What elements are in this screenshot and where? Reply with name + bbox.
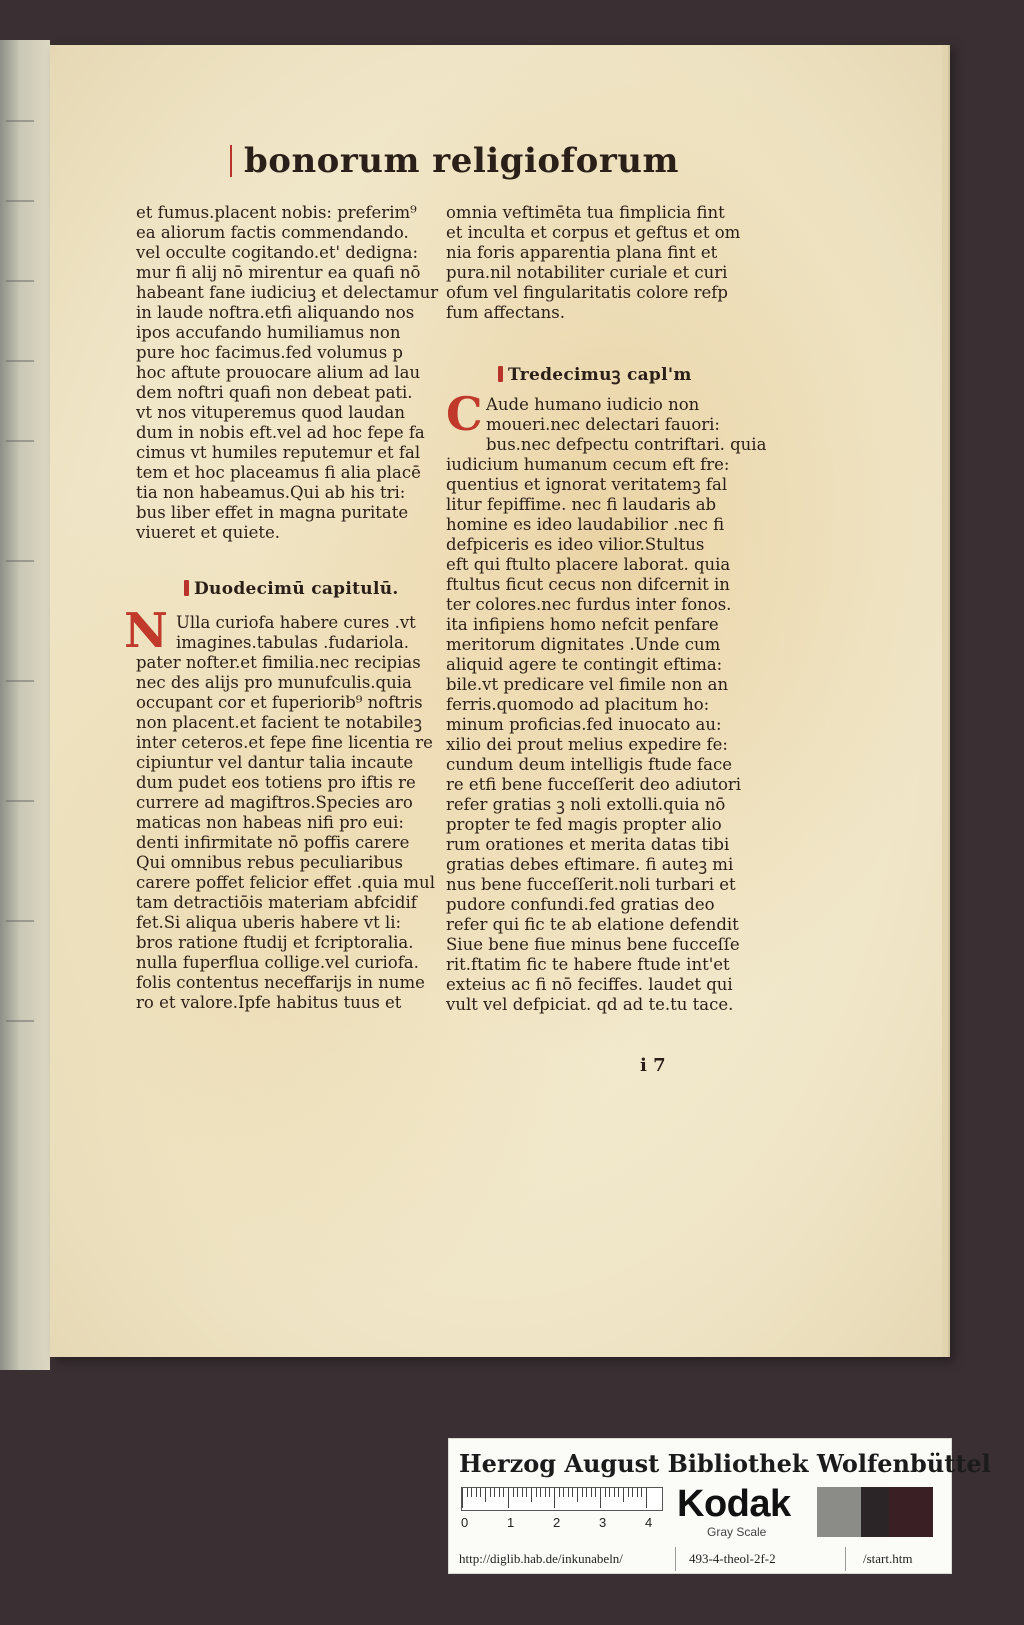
rubricated-initial-right: C (446, 387, 483, 441)
text-line: nulla fuperflua collige.vel curiofa. (136, 953, 419, 972)
facing-page-text-fragment (6, 920, 34, 922)
text-line: ro et valore.Ipfe habitus tuus et (136, 993, 402, 1012)
text-line: bile.vt predicare vel fimile non an (446, 675, 729, 694)
ruler-tick (490, 1488, 491, 1497)
running-head-text: bonorum religioforum (244, 141, 679, 181)
text-line: pura.nil notabiliter curiale et curi (446, 263, 728, 282)
text-line: aliquid agere te contingit eftima: (446, 655, 723, 674)
facing-page-text-fragment (6, 280, 34, 282)
gray-scale-caption: Gray Scale (707, 1525, 767, 1539)
text-line: imagines.tabulas .fudariola. (176, 633, 410, 652)
text-line: hoc aftute prouocare alium ad lau (136, 363, 421, 382)
ruler-tick (471, 1488, 472, 1497)
text-line: refer gratias ꝫ noli extolli.quia nō (446, 795, 726, 814)
left-column-paragraph-2 (124, 603, 435, 1013)
spacer (446, 385, 736, 395)
text-line: ipos accufando humiliamus non (136, 323, 401, 342)
text-line: maticas non habeas nifi pro eui: (136, 813, 404, 832)
chapter-heading-right (446, 365, 736, 385)
chapter-heading-right-text: Tredecimuꝫ capl'm (508, 365, 692, 385)
text-line: viueret et quiete. (136, 523, 281, 542)
text-line: in laude noftra.etfi aliquando nos (136, 303, 415, 322)
facing-page-text-fragment (6, 680, 34, 682)
text-line: Siue bene fiue minus bene fucceſſe (446, 935, 740, 954)
text-line: ftultus ficut cecus non difcernit in (446, 575, 730, 594)
ruler-tick (462, 1488, 463, 1508)
ruler-tick (499, 1488, 500, 1497)
start-link[interactable]: /start.htm (863, 1551, 913, 1566)
text-line: fum affectans. (446, 303, 565, 322)
text-line: xilio dei prout melius expedire fe: (446, 735, 728, 754)
text-line: Aude humano iudicio non (486, 395, 700, 414)
text-line: inter ceteros.et fepe fine licentia re (136, 733, 433, 752)
paragraph-mark-icon (498, 366, 503, 382)
text-line: re etfi bene fucceſſerit deo adiutori (446, 775, 742, 794)
text-line: eft qui ftulto placere laborat. quia (446, 555, 731, 574)
text-line: Qui omnibus rebus peculiaribus (136, 853, 404, 872)
facing-page-text-fragment (6, 560, 34, 562)
black-swatch (889, 1487, 933, 1537)
spacer (136, 543, 420, 579)
text-line: et fumus.placent nobis: preferim⁹ (136, 203, 417, 222)
ruler-tick (614, 1488, 615, 1497)
ruler-tick (600, 1488, 601, 1508)
facing-page-text-fragment (6, 1020, 34, 1022)
text-line: rit.ftatim fic te habere ftude int'et (446, 955, 730, 974)
text-line: quentius et ignorat veritatemꝫ fal (446, 475, 728, 494)
text-line: fet.Si aliqua uberis habere vt li: (136, 913, 402, 932)
text-line: cimus vt humiles reputemur et fal (136, 443, 421, 462)
right-column-paragraph-2-lines (446, 395, 767, 1015)
ruler-tick (582, 1488, 583, 1497)
ruler-tick (522, 1488, 523, 1497)
text-line: pudore confundi.fed gratias deo (446, 895, 715, 914)
text-line: vel occulte cogitando.et' dedigna: (136, 243, 419, 262)
kodak-logo: Kodak (677, 1483, 791, 1525)
ruler-tick (641, 1488, 642, 1497)
text-line: nus bene fucceſſerit.noli turbari et (446, 875, 736, 894)
text-line: vt nos vituperemus quod laudan (136, 403, 405, 422)
ruler-tick (618, 1488, 619, 1497)
ruler-tick (595, 1488, 596, 1497)
ruler-tick (531, 1488, 532, 1502)
ruler-tick (480, 1488, 481, 1497)
text-line: dum pudet eos totiens pro iftis re (136, 773, 416, 792)
manuscript-page (50, 45, 948, 1357)
text-line: meritorum dignitates .Unde cum (446, 635, 721, 654)
facing-page-text-fragment (6, 200, 34, 202)
text-line: iudicium humanum cecum eft fre: (446, 455, 730, 474)
text-line: vult vel defpiciat. qd ad te.tu tace. (446, 995, 734, 1014)
facing-page-edge (0, 40, 50, 1370)
text-line: folis contentus neceffarijs in nume (136, 973, 425, 992)
ruler-tick (568, 1488, 569, 1497)
facing-page-text-fragment (6, 360, 34, 362)
url-row (449, 1543, 951, 1571)
ruler-tick (467, 1488, 468, 1497)
text-line: pure hoc facimus.fed volumus p (136, 343, 403, 362)
ruler-tick (494, 1488, 495, 1497)
text-line: currere ad magiftros.Species aro (136, 793, 413, 812)
text-line: non placent.et facient te notabileꝫ (136, 713, 422, 732)
ruler-number: 4 (645, 1515, 653, 1530)
ruler-tick (517, 1488, 518, 1497)
ruler-tick (549, 1488, 550, 1497)
left-text-column (124, 203, 439, 1013)
text-line: bus.nec defpectu contriftari. quia (486, 435, 767, 454)
ruler-tick (563, 1488, 564, 1497)
ruler-tick (540, 1488, 541, 1497)
ruler-scale (461, 1487, 663, 1511)
library-name: Herzog August Bibliothek Wolfenbüttel (459, 1449, 991, 1478)
text-line: litur fepiffime. nec fi laudaris ab (446, 495, 717, 514)
text-line: ferris.quomodo ad placitum ho: (446, 695, 710, 714)
spacer (136, 599, 420, 613)
rubric-stroke (230, 145, 232, 177)
ruler-tick (536, 1488, 537, 1497)
ruler-tick (559, 1488, 560, 1497)
chapter-heading-left-text: Duodecimū capitulū. (194, 579, 399, 599)
chapter-heading-left (136, 579, 420, 599)
separator (675, 1547, 676, 1571)
text-line: nec des alijs pro munufculis.quia (136, 673, 412, 692)
text-line: refer qui fic te ab elatione defendit (446, 915, 739, 934)
text-line: minum proficias.fed inuocato au: (446, 715, 722, 734)
text-line: bros ratione ftudij et fcriptoralia. (136, 933, 414, 952)
ruler-tick (572, 1488, 573, 1497)
right-column-paragraph-2 (446, 387, 767, 1015)
text-line: homine es ideo laudabilior .nec fi (446, 515, 725, 534)
rubricated-initial-left: N (124, 603, 168, 659)
ruler-tick (646, 1488, 647, 1508)
ruler-tick (545, 1488, 546, 1497)
ruler-tick (554, 1488, 555, 1508)
ruler-tick (526, 1488, 527, 1497)
text-line: tem et hoc placeamus fi alia placē (136, 463, 421, 482)
ruler-tick (513, 1488, 514, 1497)
ruler-tick (508, 1488, 509, 1508)
text-line: propter te fed magis propter alio (446, 815, 722, 834)
text-line: dum in nobis eft.vel ad hoc fepe fa (136, 423, 425, 442)
digital-library-url[interactable]: http://diglib.hab.de/inkunabeln/ (459, 1551, 623, 1566)
text-line: ea aliorum factis commendando. (136, 223, 409, 242)
text-line: Ulla curiofa habere cures .vt (176, 613, 416, 632)
text-line: pater nofter.et fimilia.nec recipias (136, 653, 421, 672)
text-line: ter colores.nec furdus inter fonos. (446, 595, 732, 614)
text-line: moueri.nec delectari fauori: (486, 415, 720, 434)
facing-page-text-fragment (6, 800, 34, 802)
text-line: denti infirmitate nō poffis carere (136, 833, 410, 852)
ruler-tick (586, 1488, 587, 1497)
right-column-paragraph-1 (446, 203, 741, 323)
text-line: tam detractiōis materiam abfcidif (136, 893, 417, 912)
text-line: mur fi alij nō mirentur ea quafi nō (136, 263, 421, 282)
text-line: ita infipiens homo nefcit penfare (446, 615, 719, 634)
text-line: gratias debes eftimare. fi auteꝫ mi (446, 855, 734, 874)
text-line: bus liber effet in magna puritate (136, 503, 409, 522)
text-line: nia foris apparentia plana fint et (446, 243, 718, 262)
facing-page-text-fragment (6, 120, 34, 122)
text-line: ofum vel fingularitatis colore refp (446, 283, 728, 302)
ruler-tick (605, 1488, 606, 1497)
text-line: cipiuntur vel dantur talia incaute (136, 753, 414, 772)
text-line: omnia veftimēta tua fimplicia fint (446, 203, 725, 222)
paragraph-mark-icon (184, 580, 189, 596)
ruler-tick (476, 1488, 477, 1497)
left-column-paragraph-2-lines (136, 613, 435, 1013)
text-line: cundum deum intelligis ftude face (446, 755, 732, 774)
ruler-number: 1 (507, 1515, 515, 1530)
text-line: tia non habeamus.Qui ab his tri: (136, 483, 406, 502)
ruler-tick (632, 1488, 633, 1497)
ruler-tick (623, 1488, 624, 1502)
separator (845, 1547, 846, 1571)
dark-swatch (861, 1487, 889, 1537)
shelfmark: 493-4-theol-2f-2 (689, 1551, 776, 1566)
measurement-ruler (461, 1487, 661, 1535)
ruler-number: 0 (461, 1515, 469, 1530)
ruler-number: 3 (599, 1515, 607, 1530)
text-line: occupant cor et fuperiorib⁹ noftris (136, 693, 423, 712)
text-line: habeant fane iudiciuꝫ et delectamur (136, 283, 439, 302)
running-head (230, 141, 750, 189)
ruler-tick (503, 1488, 504, 1497)
text-line: rum orationes et merita datas tibi (446, 835, 730, 854)
ruler-tick (485, 1488, 486, 1502)
text-line: defpiceris es ideo vilior.Stultus (446, 535, 705, 554)
ruler-tick (637, 1488, 638, 1497)
ruler-tick (577, 1488, 578, 1502)
right-text-column (446, 203, 767, 1015)
ruler-number: 2 (553, 1515, 561, 1530)
folio-signature: i 7 (640, 1055, 666, 1076)
spacer (446, 323, 736, 365)
ruler-tick (628, 1488, 629, 1497)
ruler-tick (609, 1488, 610, 1497)
text-line: et inculta et corpus et geftus et om (446, 223, 741, 242)
text-line: exteius ac fi nō feciffes. laudet qui (446, 975, 733, 994)
facing-page-text-fragment (6, 440, 34, 442)
text-line: carere poffet felicior effet .quia mul (136, 873, 435, 892)
library-label-card (448, 1438, 991, 1574)
text-line: dem noftri quafi non debeat pati. (136, 383, 413, 402)
gray-swatch (817, 1487, 861, 1537)
left-column-paragraph-1 (136, 203, 439, 543)
ruler-tick (591, 1488, 592, 1497)
